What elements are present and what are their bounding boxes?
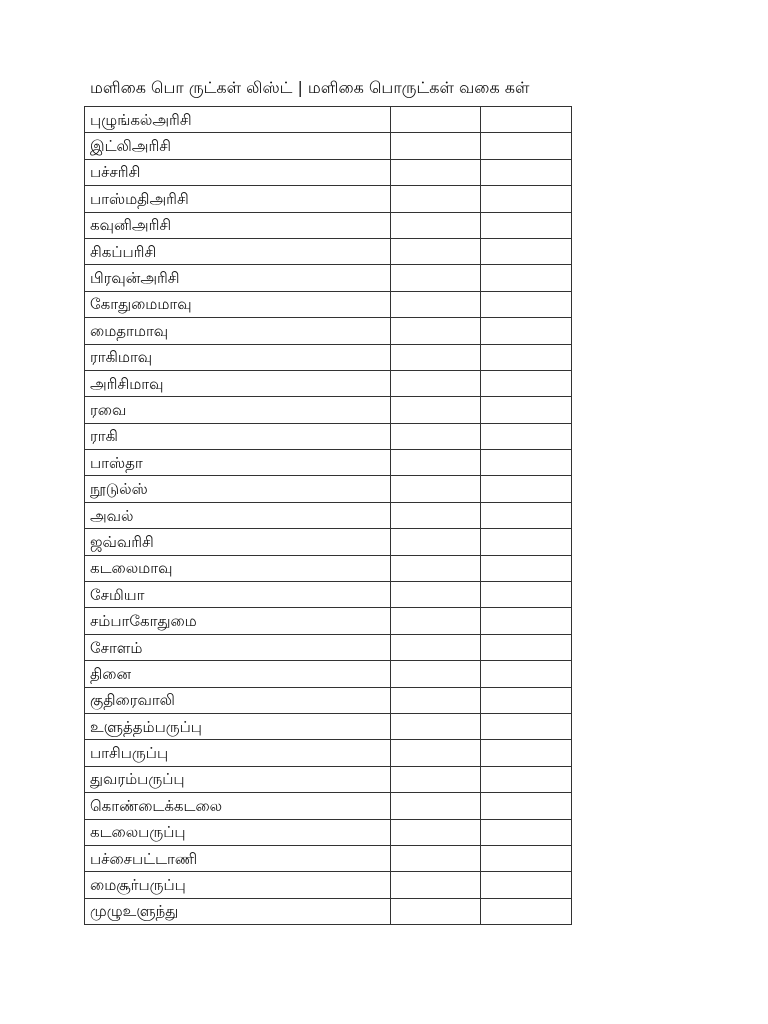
- table-row: [85, 159, 572, 185]
- item-name-cell: பச்சரிசி: [85, 159, 391, 185]
- item-quantity-cell: [391, 740, 481, 766]
- grocery-list-table: [84, 106, 572, 925]
- item-price-cell: [481, 582, 572, 608]
- item-name-cell: ராகி: [85, 423, 391, 449]
- item-price-cell: [481, 661, 572, 687]
- item-price-cell: [481, 713, 572, 739]
- item-name-cell: கடலைமாவு: [85, 555, 391, 581]
- item-quantity-cell: [391, 212, 481, 238]
- item-name-cell: உளுத்தம்பருப்பு: [85, 713, 391, 739]
- table-row: [85, 318, 572, 344]
- table-row: [85, 212, 572, 238]
- table-row: [85, 898, 572, 924]
- item-price-cell: [481, 397, 572, 423]
- item-quantity-cell: [391, 819, 481, 845]
- table-row: [85, 740, 572, 766]
- item-name-cell: மைசூர்பருப்பு: [85, 872, 391, 898]
- item-quantity-cell: [391, 502, 481, 528]
- item-quantity-cell: [391, 582, 481, 608]
- table-row: [85, 634, 572, 660]
- item-price-cell: [481, 872, 572, 898]
- table-row: [85, 344, 572, 370]
- item-price-cell: [481, 107, 572, 133]
- item-name-cell: சம்பாகோதுமை: [85, 608, 391, 634]
- item-price-cell: [481, 265, 572, 291]
- item-quantity-cell: [391, 661, 481, 687]
- table-row: [85, 502, 572, 528]
- item-name-cell: கொண்டைக்கடலை: [85, 793, 391, 819]
- table-row: [85, 265, 572, 291]
- item-price-cell: [481, 159, 572, 185]
- item-price-cell: [481, 423, 572, 449]
- item-price-cell: [481, 238, 572, 264]
- item-name-cell: பாஸ்மதிஅரிசி: [85, 186, 391, 212]
- table-row: [85, 845, 572, 871]
- table-row: [85, 766, 572, 792]
- item-quantity-cell: [391, 133, 481, 159]
- item-price-cell: [481, 555, 572, 581]
- item-quantity-cell: [391, 159, 481, 185]
- item-quantity-cell: [391, 291, 481, 317]
- item-name-cell: ரவை: [85, 397, 391, 423]
- item-price-cell: [481, 845, 572, 871]
- item-name-cell: சோளம்: [85, 634, 391, 660]
- item-name-cell: அவல்: [85, 502, 391, 528]
- item-name-cell: ஜவ்வரிசி: [85, 529, 391, 555]
- item-price-cell: [481, 344, 572, 370]
- item-price-cell: [481, 370, 572, 396]
- item-name-cell: குதிரைவாலி: [85, 687, 391, 713]
- item-quantity-cell: [391, 423, 481, 449]
- table-row: [85, 819, 572, 845]
- item-name-cell: பாஸ்தா: [85, 450, 391, 476]
- item-quantity-cell: [391, 370, 481, 396]
- table-row: [85, 713, 572, 739]
- item-price-cell: [481, 212, 572, 238]
- grocery-list-body: [85, 107, 572, 925]
- item-quantity-cell: [391, 555, 481, 581]
- item-price-cell: [481, 898, 572, 924]
- item-quantity-cell: [391, 766, 481, 792]
- table-row: [85, 450, 572, 476]
- table-row: [85, 872, 572, 898]
- item-price-cell: [481, 687, 572, 713]
- item-quantity-cell: [391, 238, 481, 264]
- item-name-cell: சிகப்பரிசி: [85, 238, 391, 264]
- item-name-cell: அரிசிமாவு: [85, 370, 391, 396]
- item-quantity-cell: [391, 265, 481, 291]
- item-name-cell: புழுங்கல்அரிசி: [85, 107, 391, 133]
- table-row: [85, 793, 572, 819]
- table-row: [85, 476, 572, 502]
- item-price-cell: [481, 819, 572, 845]
- item-name-cell: சேமியா: [85, 582, 391, 608]
- table-row: [85, 291, 572, 317]
- item-quantity-cell: [391, 687, 481, 713]
- item-name-cell: பாசிபருப்பு: [85, 740, 391, 766]
- item-quantity-cell: [391, 608, 481, 634]
- item-quantity-cell: [391, 793, 481, 819]
- item-quantity-cell: [391, 845, 481, 871]
- item-name-cell: இட்லிஅரிசி: [85, 133, 391, 159]
- table-row: [85, 661, 572, 687]
- table-row: [85, 186, 572, 212]
- item-name-cell: நூடுல்ஸ்: [85, 476, 391, 502]
- item-price-cell: [481, 608, 572, 634]
- table-row: [85, 608, 572, 634]
- table-row: [85, 133, 572, 159]
- item-name-cell: மைதாமாவு: [85, 318, 391, 344]
- item-quantity-cell: [391, 397, 481, 423]
- table-row: [85, 107, 572, 133]
- item-quantity-cell: [391, 872, 481, 898]
- item-quantity-cell: [391, 186, 481, 212]
- item-quantity-cell: [391, 450, 481, 476]
- table-row: [85, 423, 572, 449]
- item-price-cell: [481, 450, 572, 476]
- item-price-cell: [481, 529, 572, 555]
- item-quantity-cell: [391, 713, 481, 739]
- table-row: [85, 529, 572, 555]
- item-price-cell: [481, 502, 572, 528]
- item-price-cell: [481, 766, 572, 792]
- item-price-cell: [481, 186, 572, 212]
- item-price-cell: [481, 291, 572, 317]
- table-row: [85, 582, 572, 608]
- item-price-cell: [481, 133, 572, 159]
- table-row: [85, 397, 572, 423]
- item-name-cell: பிரவுன்அரிசி: [85, 265, 391, 291]
- item-name-cell: முழுஉளுந்து: [85, 898, 391, 924]
- item-name-cell: பச்சைபட்டாணி: [85, 845, 391, 871]
- item-quantity-cell: [391, 634, 481, 660]
- item-quantity-cell: [391, 344, 481, 370]
- table-row: [85, 370, 572, 396]
- document-title: மளிகை பொ ருட்கள் லிஸ்ட் | மளிகை பொருட்கள் வகை கள்: [90, 78, 530, 97]
- item-price-cell: [481, 740, 572, 766]
- item-price-cell: [481, 793, 572, 819]
- table-row: [85, 555, 572, 581]
- item-name-cell: ராகிமாவு: [85, 344, 391, 370]
- item-quantity-cell: [391, 898, 481, 924]
- item-quantity-cell: [391, 318, 481, 344]
- item-name-cell: கோதுமைமாவு: [85, 291, 391, 317]
- table-row: [85, 687, 572, 713]
- item-price-cell: [481, 318, 572, 344]
- item-price-cell: [481, 476, 572, 502]
- item-name-cell: தினை: [85, 661, 391, 687]
- item-quantity-cell: [391, 107, 481, 133]
- item-name-cell: கவுனிஅரிசி: [85, 212, 391, 238]
- item-quantity-cell: [391, 476, 481, 502]
- item-name-cell: கடலைபருப்பு: [85, 819, 391, 845]
- item-name-cell: துவரம்பருப்பு: [85, 766, 391, 792]
- table-row: [85, 238, 572, 264]
- item-quantity-cell: [391, 529, 481, 555]
- item-price-cell: [481, 634, 572, 660]
